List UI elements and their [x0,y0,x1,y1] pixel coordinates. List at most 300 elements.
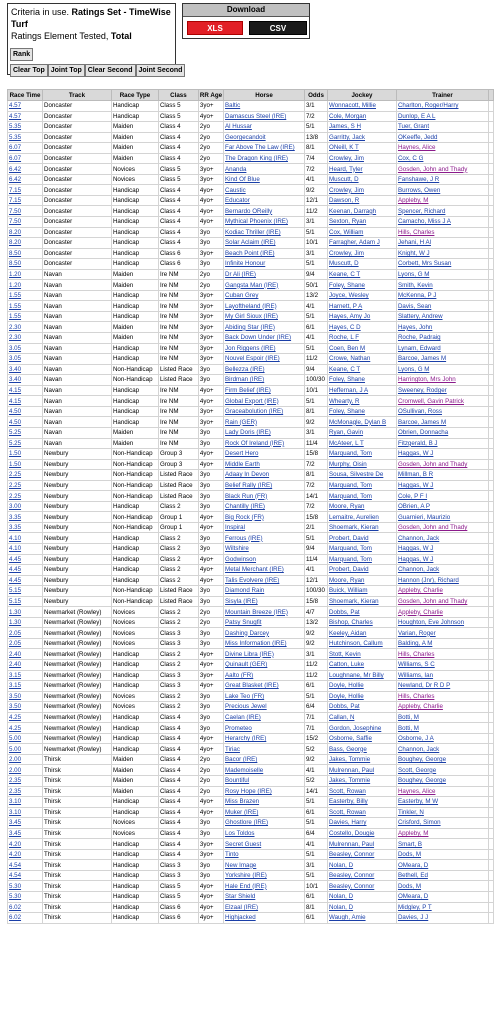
cell-horse[interactable]: Bellezza (IRE) [224,364,305,375]
cell-trainer[interactable]: Gosden, John and Thady [396,164,488,175]
csv-download-button[interactable]: CSV [249,21,307,35]
cell-race-time[interactable]: 6.02 [8,913,43,924]
cell-horse[interactable]: Sisyla (IRE) [224,596,305,607]
cell-race-time[interactable]: 3.15 [8,681,43,692]
cell-horse[interactable]: Far Above The Law (IRE) [224,143,305,154]
cell-race-time[interactable]: 6.42 [8,164,43,175]
cell-horse[interactable]: Tinto [224,849,305,860]
cell-horse[interactable]: Caustic [224,185,305,196]
cell-race-time[interactable]: 1.30 [8,617,43,628]
cell-trainer[interactable]: Houghton, Eve Johnson [396,617,488,628]
cell-race-time[interactable]: 2.05 [8,628,43,639]
cell-trainer[interactable]: OKeeffe, Jedd [396,132,488,143]
joint-second-button[interactable]: Joint Second [136,64,186,77]
cell-jockey[interactable]: Doyle, Hollie [328,691,397,702]
cell-jockey[interactable]: Buick, William [328,586,397,597]
cell-trainer[interactable]: Corbett, Mrs Susan [396,259,488,270]
cell-race-time[interactable]: 8.50 [8,259,43,270]
cell-race-time[interactable]: 4.54 [8,870,43,881]
cell-trainer[interactable]: Channon, Jack [396,565,488,576]
cell-horse[interactable]: Black Run (FR) [224,491,305,502]
column-header-jockey[interactable]: Jockey [328,90,397,101]
cell-horse[interactable]: Georgecandoit [224,132,305,143]
cell-race-time[interactable]: 1.30 [8,607,43,618]
cell-jockey[interactable]: Dawson, R [328,195,397,206]
cell-race-time[interactable]: 2.00 [8,765,43,776]
cell-race-time[interactable]: 2.25 [8,491,43,502]
cell-race-time[interactable]: 3.15 [8,670,43,681]
rank-button[interactable]: Rank [10,48,33,61]
cell-jockey[interactable]: Keenan, Darragh [328,206,397,217]
cell-trainer[interactable]: Osborne, J A [396,733,488,744]
cell-trainer[interactable]: Gosden, John and Thady [396,596,488,607]
cell-race-time[interactable]: 1.55 [8,301,43,312]
cell-jockey[interactable]: Marquand, Tom [328,554,397,565]
cell-jockey[interactable]: Whearty, R [328,396,397,407]
cell-race-time[interactable]: 3.45 [8,828,43,839]
cell-jockey[interactable]: Hutchinson, Callum [328,638,397,649]
cell-horse[interactable]: Los Toldos [224,828,305,839]
cell-horse[interactable]: Rosy Hope (IRE) [224,786,305,797]
cell-trainer[interactable]: Obrien, Donnacha [396,427,488,438]
cell-race-time[interactable]: 2.35 [8,776,43,787]
cell-trainer[interactable]: Davies, J J [396,913,488,924]
cell-trainer[interactable]: Haggas, W J [396,480,488,491]
cell-race-time[interactable]: 4.15 [8,385,43,396]
cell-trainer[interactable]: Easterby, M W [396,797,488,808]
cell-horse[interactable]: Gangsta Man (IRE) [224,280,305,291]
cell-jockey[interactable]: Foley, Shane [328,375,397,386]
cell-race-time[interactable]: 1.20 [8,269,43,280]
cell-trainer[interactable]: Appleby, M [396,828,488,839]
cell-jockey[interactable]: Shoemark, Kieran [328,596,397,607]
cell-race-time[interactable]: 2.35 [8,786,43,797]
cell-race-time[interactable]: 5.00 [8,744,43,755]
cell-horse[interactable]: Quinault (GER) [224,659,305,670]
cell-horse[interactable]: Great Blasket (IRE) [224,681,305,692]
cell-race-time[interactable]: 6.07 [8,153,43,164]
cell-race-time[interactable]: 7.50 [8,217,43,228]
cell-horse[interactable]: Middle Earth [224,459,305,470]
cell-jockey[interactable]: Keeley, Aidan [328,628,397,639]
column-header-odds[interactable]: Odds [305,90,328,101]
cell-trainer[interactable]: Barcoe, James M [396,417,488,428]
cell-jockey[interactable]: Muscutt, D [328,259,397,270]
cell-horse[interactable]: Ananda [224,164,305,175]
cell-horse[interactable]: Precious Jewel [224,702,305,713]
cell-race-time[interactable]: 5.35 [8,122,43,133]
cell-horse[interactable]: Lake Teo (FR) [224,691,305,702]
cell-horse[interactable]: Graceabolution (IRE) [224,406,305,417]
cell-horse[interactable]: Belief Rally (IRE) [224,480,305,491]
cell-jockey[interactable]: Jakes, Tommie [328,776,397,787]
cell-horse[interactable]: Layoftheland (IRE) [224,301,305,312]
cell-race-time[interactable]: 1.20 [8,280,43,291]
cell-jockey[interactable]: Mulrennan, Paul [328,765,397,776]
column-header-horse[interactable]: Horse [224,90,305,101]
cell-horse[interactable]: Divine Libra (IRE) [224,649,305,660]
cell-horse[interactable]: Prometeo [224,723,305,734]
cell-horse[interactable]: Star Shield [224,892,305,903]
cell-horse[interactable]: Mountain Breeze (IRE) [224,607,305,618]
cell-race-time[interactable]: 6.02 [8,902,43,913]
cell-jockey[interactable]: Marquand, Tom [328,543,397,554]
cell-horse[interactable]: Damascus Steel (IRE) [224,111,305,122]
cell-jockey[interactable]: Foley, Shane [328,280,397,291]
cell-trainer[interactable]: Haynes, Alice [396,143,488,154]
cell-trainer[interactable]: Newland, Dr R D P [396,681,488,692]
cell-trainer[interactable]: OMeara, D [396,892,488,903]
cell-jockey[interactable]: Heffernan, J A [328,385,397,396]
cell-race-time[interactable]: 1.50 [8,449,43,460]
cell-horse[interactable]: Solar Aclaim (IRE) [224,238,305,249]
cell-trainer[interactable]: Guarnieri, Maurizio [396,512,488,523]
cell-trainer[interactable]: Botti, M [396,723,488,734]
cell-race-time[interactable]: 7.15 [8,195,43,206]
cell-horse[interactable]: Ghostlore (IRE) [224,818,305,829]
cell-jockey[interactable]: Bishop, Charles [328,617,397,628]
cell-trainer[interactable]: Barcoe, James M [396,354,488,365]
cell-race-time[interactable]: 3.50 [8,691,43,702]
cell-jockey[interactable]: Marquand, Tom [328,491,397,502]
column-header-extra[interactable] [488,90,493,101]
cell-race-time[interactable]: 3.35 [8,522,43,533]
cell-trainer[interactable]: Sweeney, Rodger [396,385,488,396]
cell-trainer[interactable]: Appleby, Charlie [396,586,488,597]
cell-horse[interactable]: Back Down Under (IRE) [224,333,305,344]
cell-trainer[interactable]: Appleby, M [396,195,488,206]
cell-horse[interactable]: Baltic [224,101,305,112]
cell-horse[interactable]: Diamond Rain [224,586,305,597]
cell-jockey[interactable]: Foley, Shane [328,406,397,417]
cell-horse[interactable]: Mademoiselle [224,765,305,776]
cell-jockey[interactable]: Doyle, Hollie [328,681,397,692]
cell-race-time[interactable]: 4.50 [8,417,43,428]
cell-horse[interactable]: Patsy Snugfit [224,617,305,628]
cell-race-time[interactable]: 5.00 [8,733,43,744]
cell-trainer[interactable]: Bethell, Ed [396,870,488,881]
cell-horse[interactable]: Godwinson [224,554,305,565]
cell-trainer[interactable]: Tuer, Grant [396,122,488,133]
cell-trainer[interactable]: Hills, Charles [396,227,488,238]
cell-jockey[interactable]: McMonagle, Dylan B [328,417,397,428]
column-header-track[interactable]: Track [42,90,111,101]
cell-race-time[interactable]: 6.07 [8,143,43,154]
cell-race-time[interactable]: 4.45 [8,565,43,576]
cell-race-time[interactable]: 3.05 [8,354,43,365]
cell-jockey[interactable]: Crowley, Jim [328,185,397,196]
clear-top-button[interactable]: Clear Top [10,64,48,77]
cell-jockey[interactable]: Garritty, Jack [328,132,397,143]
cell-trainer[interactable]: Burrows, Owen [396,185,488,196]
cell-jockey[interactable]: Dobbs, Pat [328,702,397,713]
cell-jockey[interactable]: Crowley, Jim [328,248,397,259]
cell-jockey[interactable]: Cox, William [328,227,397,238]
cell-horse[interactable]: Yorkshire (IRE) [224,870,305,881]
cell-race-time[interactable]: 3.05 [8,343,43,354]
cell-race-time[interactable]: 4.20 [8,849,43,860]
cell-race-time[interactable]: 4.20 [8,839,43,850]
cell-horse[interactable]: Miss Information (IRE) [224,638,305,649]
cell-jockey[interactable]: Nolan, D [328,860,397,871]
cell-trainer[interactable]: Midgley, P T [396,902,488,913]
cell-horse[interactable]: Beach Point (IRE) [224,248,305,259]
cell-horse[interactable]: Chantilly (IRE) [224,501,305,512]
cell-trainer[interactable]: Scott, George [396,765,488,776]
cell-jockey[interactable]: Sousa, Silvestre De [328,470,397,481]
cell-jockey[interactable]: Shoemark, Kieran [328,522,397,533]
cell-race-time[interactable]: 8.20 [8,238,43,249]
cell-trainer[interactable]: Smith, Kevin [396,280,488,291]
cell-race-time[interactable]: 8.50 [8,248,43,259]
cell-jockey[interactable]: Nolan, D [328,902,397,913]
cell-jockey[interactable]: Wonnacott, Millie [328,101,397,112]
cell-horse[interactable]: Herarchy (IRE) [224,733,305,744]
cell-race-time[interactable]: 2.25 [8,480,43,491]
cell-jockey[interactable]: Ryan, Gavin [328,427,397,438]
cell-trainer[interactable]: Charlton, Roger/Harry [396,101,488,112]
cell-jockey[interactable]: Moore, Ryan [328,575,397,586]
cell-horse[interactable]: Firm Belief (IRE) [224,385,305,396]
cell-race-time[interactable]: 2.40 [8,659,43,670]
xls-download-button[interactable]: XLS [187,21,243,35]
cell-trainer[interactable]: Appleby, Charlie [396,607,488,618]
cell-trainer[interactable]: Roche, Padraig [396,333,488,344]
cell-race-time[interactable]: 2.30 [8,322,43,333]
cell-race-time[interactable]: 3.00 [8,501,43,512]
cell-horse[interactable]: Wiltshire [224,543,305,554]
cell-horse[interactable]: My Girl Sioux (IRE) [224,311,305,322]
cell-horse[interactable]: Tiriac [224,744,305,755]
cell-trainer[interactable]: Fitzgerald, B J [396,438,488,449]
cell-jockey[interactable]: Muscutt, D [328,174,397,185]
cell-race-time[interactable]: 7.50 [8,206,43,217]
cell-trainer[interactable]: OMeara, D [396,860,488,871]
cell-horse[interactable]: Nouvel Espoir (IRE) [224,354,305,365]
cell-horse[interactable]: Muker (IRE) [224,807,305,818]
cell-jockey[interactable]: Loughnane, Mr Billy [328,670,397,681]
joint-top-button[interactable]: Joint Top [48,64,85,77]
cell-jockey[interactable]: Costello, Dougie [328,828,397,839]
cell-trainer[interactable]: Knight, W J [396,248,488,259]
cell-horse[interactable]: Talis Evolvere (IRE) [224,575,305,586]
cell-jockey[interactable]: Keane, C T [328,364,397,375]
column-header-race-type[interactable]: Race Type [111,90,158,101]
cell-race-time[interactable]: 6.42 [8,174,43,185]
cell-race-time[interactable]: 4.45 [8,554,43,565]
cell-jockey[interactable]: Marquand, Tom [328,449,397,460]
cell-trainer[interactable]: Haggas, W J [396,543,488,554]
cell-race-time[interactable]: 7.15 [8,185,43,196]
cell-horse[interactable]: Desert Hero [224,449,305,460]
cell-jockey[interactable]: Coen, Ben M [328,343,397,354]
cell-trainer[interactable]: Boughey, George [396,754,488,765]
cell-race-time[interactable]: 8.20 [8,227,43,238]
cell-trainer[interactable]: Balding, A M [396,638,488,649]
column-header-class[interactable]: Class [158,90,198,101]
cell-horse[interactable]: Rain (GER) [224,417,305,428]
cell-trainer[interactable]: Slattery, Andrew [396,311,488,322]
cell-trainer[interactable]: Channon, Jack [396,533,488,544]
cell-jockey[interactable]: Stott, Kevin [328,649,397,660]
cell-race-time[interactable]: 3.35 [8,512,43,523]
cell-race-time[interactable]: 3.10 [8,797,43,808]
cell-jockey[interactable]: Heard, Tyler [328,164,397,175]
cell-trainer[interactable]: Hills, Charles [396,649,488,660]
cell-race-time[interactable]: 3.40 [8,375,43,386]
cell-horse[interactable]: Bacor (IRE) [224,754,305,765]
cell-horse[interactable]: Rock Of Ireland (IRE) [224,438,305,449]
cell-jockey[interactable]: Keane, C T [328,269,397,280]
cell-horse[interactable]: Infinite Honour [224,259,305,270]
cell-jockey[interactable]: ONeill, K T [328,143,397,154]
cell-race-time[interactable]: 3.10 [8,807,43,818]
cell-horse[interactable]: The Dragon King (IRE) [224,153,305,164]
cell-trainer[interactable]: Crisford, Simon [396,818,488,829]
cell-jockey[interactable]: Waugh, Amie [328,913,397,924]
cell-jockey[interactable]: Roche, L F [328,333,397,344]
cell-trainer[interactable]: Hannon (Jnr), Richard [396,575,488,586]
cell-jockey[interactable]: Joyce, Wesley [328,290,397,301]
cell-horse[interactable]: Birdman (IRE) [224,375,305,386]
cell-race-time[interactable]: 2.40 [8,649,43,660]
cell-horse[interactable]: Elzaal (IRE) [224,902,305,913]
cell-horse[interactable]: Miss Brazen [224,797,305,808]
cell-trainer[interactable]: OBrien, A P [396,501,488,512]
cell-jockey[interactable]: Lemaitre, Aurelien [328,512,397,523]
column-header-rr-age[interactable]: RR Age [199,91,223,99]
cell-trainer[interactable]: Dods, M [396,881,488,892]
cell-jockey[interactable]: Hayes, Amy Jo [328,311,397,322]
cell-jockey[interactable]: Bass, George [328,744,397,755]
cell-jockey[interactable]: Beasley, Connor [328,881,397,892]
cell-horse[interactable]: Metal Merchant (IRE) [224,565,305,576]
cell-jockey[interactable]: Hayes, C D [328,322,397,333]
cell-jockey[interactable]: Beasley, Connor [328,870,397,881]
cell-horse[interactable]: Bernardo OReilly [224,206,305,217]
cell-horse[interactable]: Dashing Darcey [224,628,305,639]
cell-horse[interactable]: Al Hussar [224,122,305,133]
cell-horse[interactable]: Hale End (IRE) [224,881,305,892]
cell-trainer[interactable]: Hayes, John [396,322,488,333]
cell-trainer[interactable]: Lyons, G M [396,364,488,375]
cell-race-time[interactable]: 4.45 [8,575,43,586]
cell-race-time[interactable]: 2.30 [8,333,43,344]
cell-trainer[interactable]: Dods, M [396,849,488,860]
cell-trainer[interactable]: Lyons, G M [396,269,488,280]
cell-trainer[interactable]: Channon, Jack [396,744,488,755]
cell-horse[interactable]: Jon Riggens (IRE) [224,343,305,354]
cell-horse[interactable]: Global Export (IRE) [224,396,305,407]
cell-race-time[interactable]: 4.10 [8,543,43,554]
cell-horse[interactable]: Cuban Grey [224,290,305,301]
cell-race-time[interactable]: 5.25 [8,438,43,449]
cell-trainer[interactable]: Cox, C G [396,153,488,164]
cell-jockey[interactable]: Jakes, Tommie [328,754,397,765]
cell-jockey[interactable]: Mulrennan, Paul [328,839,397,850]
cell-jockey[interactable]: Davies, Harry [328,818,397,829]
cell-race-time[interactable]: 3.45 [8,818,43,829]
cell-race-time[interactable]: 5.15 [8,586,43,597]
cell-trainer[interactable]: Haggas, W J [396,449,488,460]
cell-horse[interactable]: Mythical Phoenix (IRE) [224,217,305,228]
cell-trainer[interactable]: Harrington, Mrs John [396,375,488,386]
cell-trainer[interactable]: Haynes, Alice [396,786,488,797]
cell-jockey[interactable]: Scott, Rowan [328,807,397,818]
cell-jockey[interactable]: Farragher, Adam J [328,238,397,249]
cell-trainer[interactable]: Appleby, Charlie [396,702,488,713]
cell-trainer[interactable]: Cromwell, Gavin Patrick [396,396,488,407]
cell-jockey[interactable]: Sexton, Ryan [328,217,397,228]
cell-trainer[interactable]: Spencer, Richard [396,206,488,217]
cell-jockey[interactable]: Beasley, Connor [328,849,397,860]
cell-trainer[interactable]: Tinkler, N [396,807,488,818]
cell-race-time[interactable]: 5.30 [8,881,43,892]
cell-horse[interactable]: Adaay In Devon [224,470,305,481]
cell-trainer[interactable]: Boughey, George [396,776,488,787]
cell-trainer[interactable]: McKenna, P J [396,290,488,301]
cell-race-time[interactable]: 4.57 [8,111,43,122]
cell-jockey[interactable]: Scott, Rowan [328,786,397,797]
cell-trainer[interactable]: Jehani, H Al [396,238,488,249]
cell-jockey[interactable]: Gordon, Josephine [328,723,397,734]
cell-trainer[interactable]: Smart, B [396,839,488,850]
cell-jockey[interactable]: Easterby, Billy [328,797,397,808]
cell-horse[interactable]: Secret Guest [224,839,305,850]
cell-jockey[interactable]: Moore, Ryan [328,501,397,512]
cell-horse[interactable]: Bountiful [224,776,305,787]
cell-horse[interactable]: Lady Doris (IRE) [224,427,305,438]
cell-jockey[interactable]: Nolan, D [328,892,397,903]
cell-horse[interactable]: Inspiral [224,522,305,533]
cell-jockey[interactable]: Dobbs, Pat [328,607,397,618]
cell-trainer[interactable]: Millman, B R [396,470,488,481]
clear-second-button[interactable]: Clear Second [85,64,136,77]
cell-race-time[interactable]: 5.25 [8,427,43,438]
cell-horse[interactable]: Aalto (FR) [224,670,305,681]
cell-trainer[interactable]: Dunlop, E A L [396,111,488,122]
cell-trainer[interactable]: Camacho, Miss J A [396,217,488,228]
cell-race-time[interactable]: 4.25 [8,723,43,734]
cell-horse[interactable]: Abiding Star (IRE) [224,322,305,333]
cell-race-time[interactable]: 4.15 [8,396,43,407]
cell-jockey[interactable]: Cole, Morgan [328,111,397,122]
cell-race-time[interactable]: 4.54 [8,860,43,871]
cell-race-time[interactable]: 5.30 [8,892,43,903]
cell-trainer[interactable]: Davis, Sean [396,301,488,312]
cell-trainer[interactable]: Williams, S C [396,659,488,670]
cell-trainer[interactable]: OSullivan, Ross [396,406,488,417]
cell-jockey[interactable]: Osborne, Saffie [328,733,397,744]
cell-race-time[interactable]: 1.50 [8,459,43,470]
cell-trainer[interactable]: Gosden, John and Thady [396,459,488,470]
cell-race-time[interactable]: 4.57 [8,101,43,112]
cell-race-time[interactable]: 5.15 [8,596,43,607]
cell-horse[interactable]: Educator [224,195,305,206]
cell-race-time[interactable]: 3.50 [8,702,43,713]
cell-trainer[interactable]: Fanshawe, J R [396,174,488,185]
cell-jockey[interactable]: Crowe, Nathan [328,354,397,365]
column-header-trainer[interactable]: Trainer [396,90,488,101]
cell-trainer[interactable]: Gosden, John and Thady [396,522,488,533]
cell-jockey[interactable]: Crowley, Jim [328,153,397,164]
cell-trainer[interactable]: Lynam, Edward [396,343,488,354]
cell-trainer[interactable]: Williams, Ian [396,670,488,681]
cell-jockey[interactable]: Probert, David [328,565,397,576]
cell-race-time[interactable]: 4.25 [8,712,43,723]
cell-horse[interactable]: Kind Of Blue [224,174,305,185]
cell-jockey[interactable]: McAteer, L T [328,438,397,449]
